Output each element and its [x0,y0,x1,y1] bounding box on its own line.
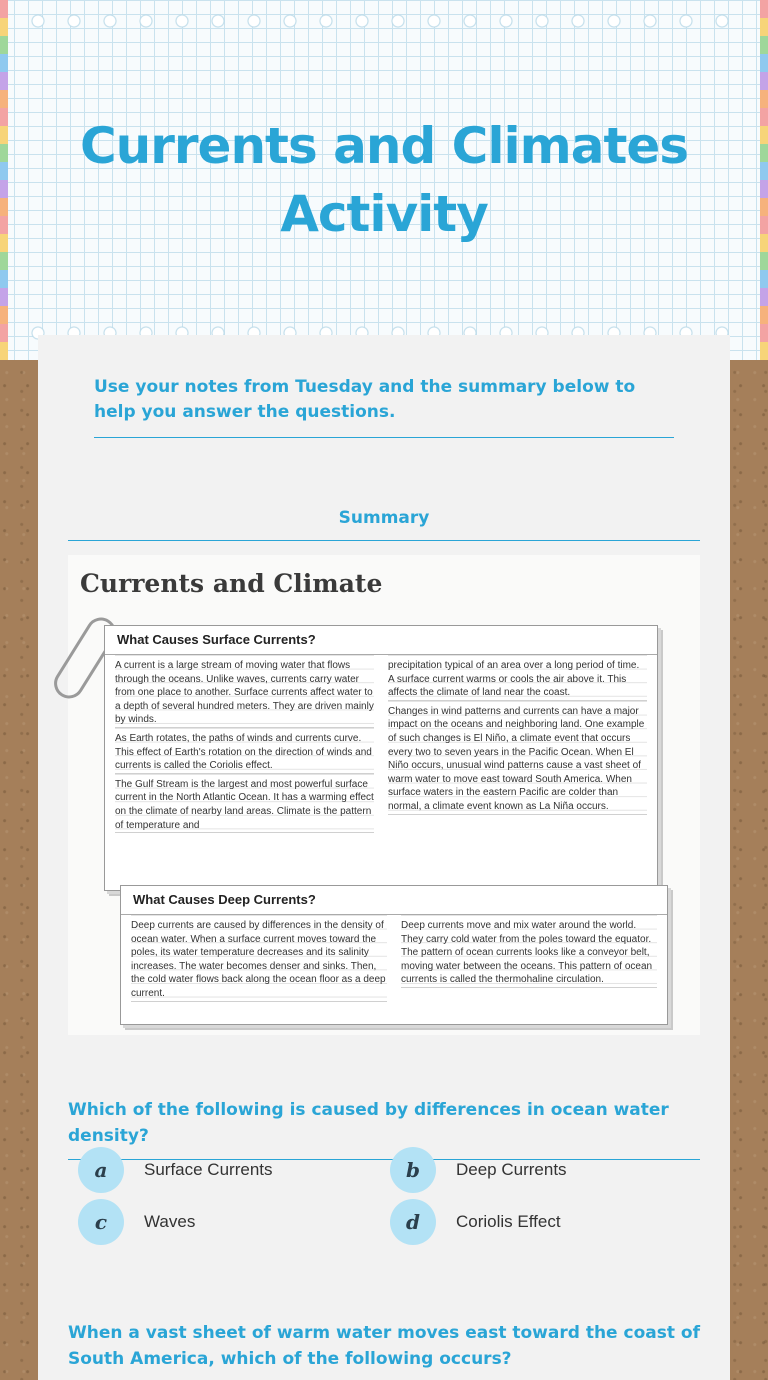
page-title [0,112,768,248]
option-c[interactable] [78,1199,390,1245]
summary-heading: Summary [68,508,700,541]
surface-currents-box [104,625,658,891]
surface-currents-left-col [115,655,374,833]
header-holes-top [20,14,748,28]
option-a-label: Surface Currents [144,1160,273,1179]
deep-currents-left-col [131,915,387,1002]
surface-currents-right-col [388,655,647,833]
surface-currents-para: As Earth rotates, the paths of winds and currents curve. This effect of Earth's rotation on the direction of winds and currents is called the Coriolis effect. [115,728,374,774]
surface-currents-para: The Gulf Stream is the largest and most powerful surface current in the North Atlantic Ocean. It has a warming effect on the climate of nearby land areas. Climate is the pattern of temperature and [115,774,374,833]
option-b-label: Deep Currents [456,1160,567,1179]
worksheet-card [38,335,730,1380]
question-2-text: When a vast sheet of warm water moves east toward the coast of South America, which of the following occurs? [68,1323,700,1369]
deep-currents-para: Deep currents are caused by differences in the density of ocean water. When a surface current moves toward the poles, its water temperature decreases and its salinity increases. The water becomes denser and sinks. Then, the cold water flows back along the ocean floor as a deep current. [131,915,387,1002]
option-a[interactable] [78,1147,390,1193]
option-c-label: Waves [144,1212,196,1231]
question-1-text: Which of the following is caused by differences in ocean water density? [68,1097,700,1160]
deep-currents-box [120,885,668,1025]
surface-currents-para: Changes in wind patterns and currents can have a major impact on the oceans and neighboring land. One example of such changes is El Niño, a climate event that occurs every two to seven years in the Pacific Ocean. When El Niño occurs, unusual wind patterns cause a vast sheet of warm water to move east toward South America. When surface waters in the eastern Pacific are colder than normal, a climate event known as La Niña occurs. [388,701,647,815]
deep-currents-para: Deep currents move and mix water around the world. They carry cold water from the poles toward the equator. The pattern of ocean currents looks like a conveyor belt, moving water between the oceans. This pattern of ocean currents is called the thermohaline circulation. [401,915,657,988]
surface-currents-para: A current is a large stream of moving water that flows through the oceans. Unlike waves, currents carry water from one place to another. Surface currents affect water to a depth of several hundred meters. They are driven mainly by winds. [115,655,374,728]
deep-currents-heading: What Causes Deep Currents? [133,892,316,907]
option-d-letter: d [390,1199,436,1245]
deep-currents-right-col [401,915,657,1002]
summary-scan-image [68,555,700,1035]
page-title-line2: Activity [280,185,488,243]
scan-title: Currents and Climate [80,569,383,598]
question-1-options [78,1147,698,1245]
page-title-line1: Currents and Climates [79,117,689,175]
option-b[interactable] [390,1147,698,1193]
option-d[interactable] [390,1199,698,1245]
surface-currents-heading: What Causes Surface Currents? [117,632,316,647]
option-d-label: Coriolis Effect [456,1212,561,1231]
option-a-letter: a [78,1147,124,1193]
graph-paper-header [0,0,768,360]
instructions-text: Use your notes from Tuesday and the summary below to help you answer the questions. [94,375,674,438]
option-b-letter: b [390,1147,436,1193]
option-c-letter: c [78,1199,124,1245]
surface-currents-para: precipitation typical of an area over a long period of time. A surface current warms or cools the air above it. This affects the climate of land near the coast. [388,655,647,701]
